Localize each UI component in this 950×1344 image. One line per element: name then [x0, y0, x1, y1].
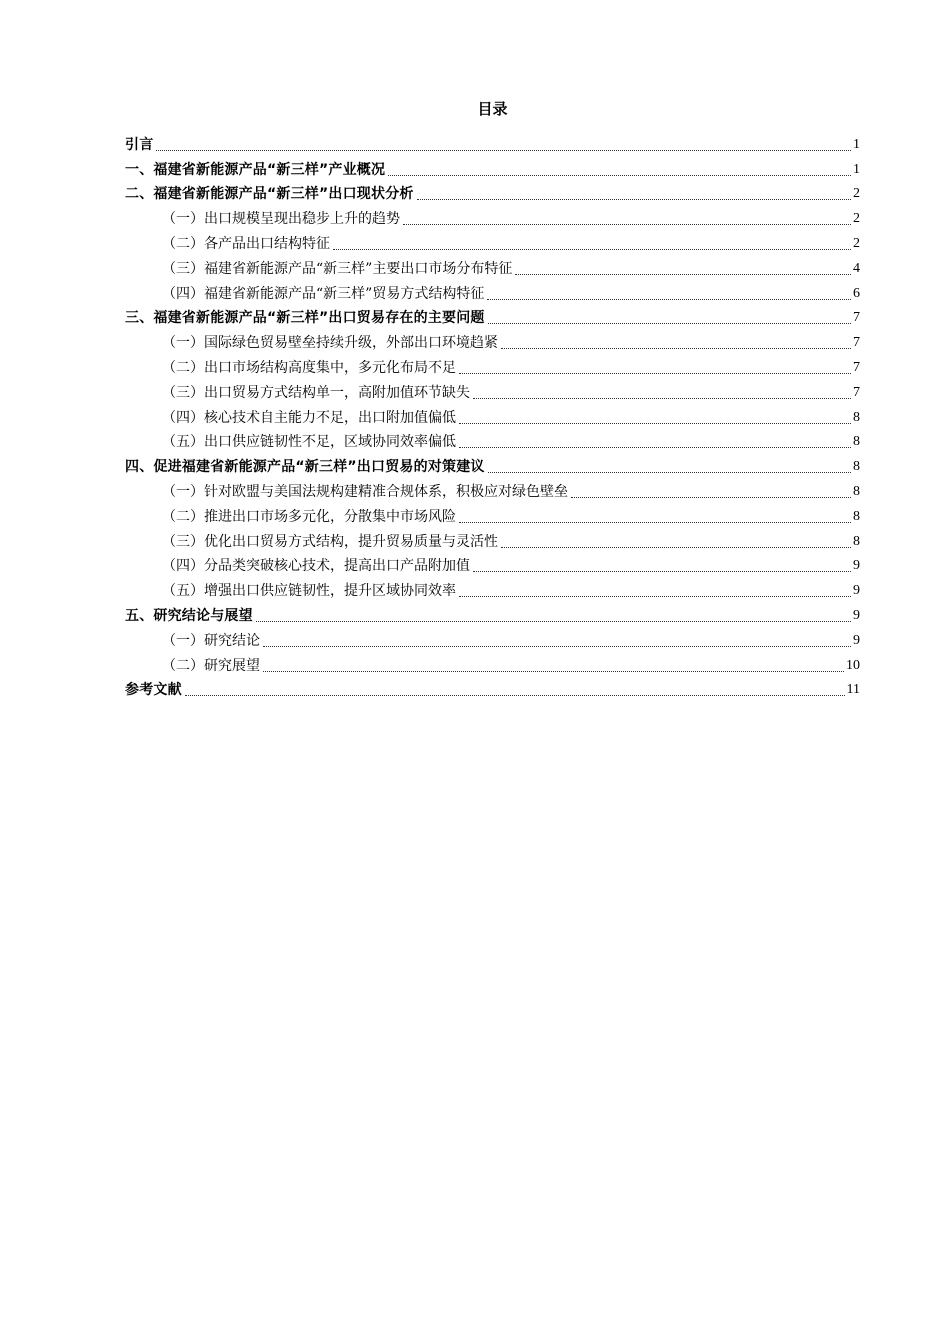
toc-entry[interactable]: [125, 651, 860, 676]
toc-entry-title: （二）各产品出口结构特征: [162, 235, 330, 252]
toc-entry-title: （一）出口规模呈现出稳步上升的趋势: [162, 211, 400, 228]
toc-entry-title: （二）研究展望: [162, 657, 260, 674]
toc-entry[interactable]: [125, 502, 860, 527]
toc-leader-dots: [459, 423, 851, 424]
toc-entry[interactable]: [125, 180, 860, 205]
toc-entry[interactable]: [125, 452, 860, 477]
toc-entry[interactable]: [125, 254, 860, 279]
toc-page-number: 7: [853, 335, 860, 351]
toc-entry-title: （一）研究结论: [162, 632, 260, 649]
toc-entry-title: 一、福建省新能源产品“新三样”产业概况: [125, 161, 386, 178]
toc-entry-title: （一）国际绿色贸易壁垒持续升级，外部出口环境趋紧: [162, 335, 498, 352]
toc-entry[interactable]: [125, 626, 860, 651]
toc-page-number: 7: [853, 384, 860, 400]
toc-page-number: 8: [853, 434, 860, 450]
toc-leader-dots: [501, 348, 851, 349]
toc-page-number: 8: [853, 483, 860, 499]
toc-page-number: 9: [853, 632, 860, 648]
toc-page-number: 2: [853, 186, 860, 202]
toc-leader-dots: [256, 621, 851, 622]
toc-entry[interactable]: [125, 378, 860, 403]
toc-entry-title: 参考文献: [125, 682, 182, 699]
toc-entry-title: （二）推进出口市场多元化，分散集中市场风险: [162, 508, 456, 525]
toc-entry-title: 二、福建省新能源产品“新三样”出口现状分析: [125, 186, 414, 203]
toc-entry[interactable]: [125, 403, 860, 428]
toc-page-number: 1: [853, 161, 860, 177]
toc-page-number: 8: [853, 459, 860, 475]
toc-leader-dots: [263, 671, 844, 672]
toc-leader-dots: [571, 497, 851, 498]
toc-leader-dots: [185, 695, 845, 696]
toc-entry[interactable]: [125, 676, 860, 701]
toc-entry[interactable]: [125, 576, 860, 601]
toc-entry[interactable]: [125, 279, 860, 304]
toc-leader-dots: [473, 571, 851, 572]
toc-leader-dots: [459, 373, 851, 374]
toc-entry[interactable]: [125, 229, 860, 254]
toc-page-number: 9: [853, 607, 860, 623]
toc-entry[interactable]: [125, 477, 860, 502]
toc-leader-dots: [417, 199, 851, 200]
toc-entry[interactable]: [125, 130, 860, 155]
toc-page-number: 7: [853, 359, 860, 375]
toc-leader-dots: [459, 596, 851, 597]
toc-entry-title: （三）出口贸易方式结构单一，高附加值环节缺失: [162, 384, 470, 401]
toc-leader-dots: [473, 398, 851, 399]
toc-entry-title: 五、研究结论与展望: [125, 607, 253, 624]
toc-page-number: 6: [853, 285, 860, 301]
toc-entry-title: （五）增强出口供应链韧性，提升区域协同效率: [162, 583, 456, 600]
toc-entry[interactable]: [125, 353, 860, 378]
toc-entry-title: （四）核心技术自主能力不足，出口附加值偏低: [162, 409, 456, 426]
toc-leader-dots: [403, 224, 851, 225]
toc-leader-dots: [156, 150, 851, 151]
toc-leader-dots: [388, 175, 851, 176]
toc-leader-dots: [487, 299, 851, 300]
toc-entry[interactable]: [125, 155, 860, 180]
toc-leader-dots: [488, 472, 851, 473]
toc-entry[interactable]: [125, 204, 860, 229]
toc-page-number: 9: [853, 558, 860, 574]
toc-entry[interactable]: [125, 527, 860, 552]
toc-entry-title: （五）出口供应链韧性不足，区域协同效率偏低: [162, 434, 456, 451]
toc-entry-title: （四）福建省新能源产品“新三样”贸易方式结构特征: [162, 285, 485, 302]
toc-entry-title: （四）分品类突破核心技术，提高出口产品附加值: [162, 558, 470, 575]
toc-page-number: 2: [853, 211, 860, 227]
toc-leader-dots: [459, 447, 851, 448]
table-of-contents: [125, 130, 860, 700]
toc-page-number: 4: [853, 260, 860, 276]
toc-entry-title: 三、福建省新能源产品“新三样”出口贸易存在的主要问题: [125, 310, 485, 327]
toc-entry-title: （一）针对欧盟与美国法规构建精准合规体系，积极应对绿色壁垒: [162, 483, 568, 500]
toc-entry-title: （三）福建省新能源产品“新三样”主要出口市场分布特征: [162, 260, 513, 277]
toc-page-number: 1: [853, 136, 860, 152]
toc-leader-dots: [333, 249, 851, 250]
toc-leader-dots: [263, 646, 851, 647]
toc-leader-dots: [515, 274, 851, 275]
toc-entry[interactable]: [125, 328, 860, 353]
toc-entry-title: 引言: [125, 136, 154, 153]
toc-leader-dots: [501, 547, 851, 548]
toc-leader-dots: [459, 522, 851, 523]
toc-page-number: 9: [853, 583, 860, 599]
toc-entry-title: （三）优化出口贸易方式结构，提升贸易质量与灵活性: [162, 533, 498, 550]
toc-entry[interactable]: [125, 304, 860, 329]
toc-page-number: 7: [853, 310, 860, 326]
toc-title: 目录: [477, 100, 508, 118]
toc-entry[interactable]: [125, 552, 860, 577]
toc-entry-title: 四、促进福建省新能源产品“新三样”出口贸易的对策建议: [125, 459, 485, 476]
toc-entry[interactable]: [125, 601, 860, 626]
toc-page-number: 11: [846, 682, 860, 698]
toc-page-number: 8: [853, 508, 860, 524]
toc-leader-dots: [488, 323, 851, 324]
toc-page-number: 2: [853, 235, 860, 251]
toc-entry-title: （二）出口市场结构高度集中，多元化布局不足: [162, 359, 456, 376]
toc-page-number: 8: [853, 533, 860, 549]
toc-entry[interactable]: [125, 428, 860, 453]
toc-page-number: 10: [846, 657, 860, 673]
toc-page-number: 8: [853, 409, 860, 425]
